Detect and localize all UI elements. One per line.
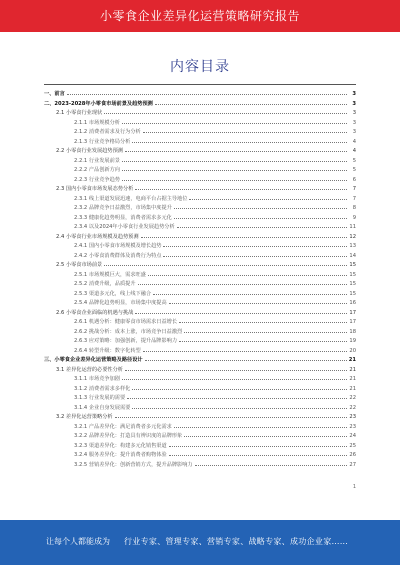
toc-dot-leader [169,455,347,456]
toc-entry-title: 2.6.2 挑战分析：成本上涨，市场竞争日益激烈 [74,328,183,335]
toc-entry-page: 3 [352,91,356,97]
toc-dot-leader [125,151,347,152]
toc-entry-title: 2.5.1 市场规模巨大，需求旺盛 [74,271,146,278]
toc-dot-leader [122,170,347,171]
toc-dot-leader [122,161,347,162]
toc-entry-title: 2.1.1 市场规模分析 [74,119,120,126]
toc-section-entry[interactable] [44,411,356,420]
toc-section-entry[interactable] [44,107,356,116]
toc-entry-page: 4 [352,138,356,145]
toc-entry-title: 2.6.4 转型升级：数字化转型 [74,347,141,354]
toc-entry-title: 2.5.3 渠道多元化，线上线下融合 [74,290,152,297]
toc-entry-page: 21 [349,385,356,392]
toc-entry-page: 5 [352,157,356,164]
toc-entry-title: 2.1.2 消费者需求及行为分析 [74,129,141,135]
toc-dot-leader [132,389,347,390]
toc-dot-leader [179,341,347,342]
toc-entry-page: 15 [349,281,356,287]
toc-dot-leader [163,246,347,247]
toc-entry-title: 3.1 差异化运营的必要性分析 [56,366,123,373]
toc-subsection-entry[interactable] [44,326,356,335]
toc-entry-page: 15 [349,262,356,268]
toc-entry-page: 27 [349,461,356,468]
toc-entry-title: 2.5 小零食市场前景 [56,262,103,268]
toc-entry-page: 12 [349,233,356,240]
toc-entry-title: 2.4.1 国内小零食市场规模及增长趋势 [74,243,162,249]
toc-entry-title: 2.3.2 品牌竞争日益激烈，市场集中度提升 [74,205,172,211]
toc-section-entry[interactable] [44,145,356,154]
toc-entry-page: 5 [352,167,356,173]
toc-entry-page: 3 [352,119,356,126]
toc-subsection-entry[interactable] [44,193,356,202]
toc-dot-leader [132,142,347,143]
toc-dot-leader [67,94,347,95]
toc-subsection-entry[interactable] [44,164,356,173]
toc-dot-leader [155,104,347,105]
toc-entry-title: 3.2.3 渠道差异化：构建多元化销售渠道 [74,442,167,449]
toc-subsection-entry[interactable] [44,345,356,354]
toc-entry-title: 3.1.2 消费者需求多样化 [74,385,131,392]
toc-dot-leader [174,427,347,428]
toc-subsection-entry[interactable] [44,449,356,458]
toc-entry-page: 21 [348,357,356,363]
toc-entry-page: 15 [349,271,356,278]
toc-entry-title: 2.3.1 线上渠道发展迅速，电商平台占据主导地位 [74,195,188,202]
toc-entry-title: 2.5.4 品牌化趋势明显，市场集中度提高 [74,300,167,306]
toc-subsection-entry[interactable] [44,174,356,183]
toc-subsection-entry[interactable] [44,316,356,325]
toc-entry-page: 16 [349,300,356,306]
toc-dot-leader [141,237,347,238]
toc-subsection-entry[interactable] [44,117,356,126]
toc-entry-title: 2.2.1 行业发展前景 [74,157,120,164]
toc-dot-leader [138,284,347,285]
footer-lead-text: 让每个人都能成为 [46,537,110,546]
toc-entry-page: 6 [352,176,356,183]
toc-entry-page: 3 [352,100,356,107]
toc-entry-page: 23 [349,414,356,420]
toc-dot-leader [132,408,347,409]
toc-subsection-entry[interactable] [44,126,356,135]
toc-subsection-entry[interactable] [44,373,356,382]
toc-subsection-entry[interactable] [44,155,356,164]
toc-entry-title: 3.2.2 品牌差异化：打造具有辨识度的品牌形象 [74,433,183,439]
toc-entry-title: 3.2.1 产品差异化：满足消费者多元化需求 [74,423,172,430]
toc-dot-leader [153,294,347,295]
toc-dot-leader [122,379,347,380]
toc-dot-leader [135,313,347,314]
toc-entry-title: 2.4 小零食行业市场规模及趋势预测 [56,233,139,240]
toc-entry-title: 2.4.2 小零食消费群体及消费行为特点 [74,252,162,259]
toc-entry-page: 3 [352,110,356,116]
toc-entry-page: 21 [349,376,356,382]
toc-entry-page: 24 [349,433,356,439]
toc-subsection-entry[interactable] [44,421,356,430]
toc-dot-leader [179,322,347,323]
toc-entry-title: 2.3.3 健康化趋势明显，消费者需求多元化 [74,214,172,221]
toc-entry-page: 18 [349,328,356,335]
toc-entry-page: 17 [349,319,356,325]
toc-entry-page: 3 [352,129,356,135]
toc-entry-title: 3.1.1 市场竞争加剧 [74,376,120,382]
toc-subsection-entry[interactable] [44,221,356,230]
toc-entry-title: 2.5.2 消费升级，品质提升 [74,281,136,287]
toc-dot-leader [169,303,347,304]
toc-subsection-entry[interactable] [44,402,356,411]
toc-section-entry[interactable] [44,307,356,316]
toc-dot-leader [177,227,347,228]
toc-entry-title: 2.1.3 行业竞争格局分析 [74,138,131,145]
toc-entry-page: 11 [349,224,356,230]
toc-subsection-entry[interactable] [44,392,356,401]
toc-subsection-entry[interactable] [44,136,356,145]
toc-entry-title: 2.6.3 应对策略：加强创新，提升品牌影响力 [74,338,178,344]
toc-subsection-entry[interactable] [44,430,356,439]
toc-entry-page: 8 [352,205,356,211]
toc-subsection-entry[interactable] [44,335,356,344]
toc-dot-leader [145,360,347,361]
toc-section-entry[interactable] [44,259,356,268]
toc-entry-page: 22 [349,395,356,401]
toc-entry-page: 15 [349,290,356,297]
toc-dot-leader [122,180,347,181]
toc-dot-leader [184,332,347,333]
toc-dot-leader [125,370,347,371]
toc-subsection-entry[interactable] [44,269,356,278]
toc-dot-leader [195,465,347,466]
toc-section-entry[interactable] [44,364,356,373]
toc-dot-leader [184,436,347,437]
toc-entry-page: 4 [352,148,356,154]
toc-entry-page: 25 [349,442,356,449]
toc-entry-page: 7 [352,195,356,202]
toc-subsection-entry[interactable] [44,440,356,449]
toc-subsection-entry[interactable] [44,459,356,468]
toc-entry-title: 2.2 小零食行业发展趋势预测 [56,148,123,154]
toc-dot-leader [143,132,347,133]
toc-heading: 内容目录 [170,59,230,75]
toc-entry-title: 2.6.1 机遇分析：健康零食市场需求日益增长 [74,319,178,325]
toc-divider [44,84,356,85]
toc-entry-title: 3.1.4 企业自身发展需要 [74,404,131,411]
toc-subsection-entry[interactable] [44,297,356,306]
toc-subsection-entry[interactable] [44,240,356,249]
toc-dot-leader [127,398,347,399]
toc-dot-leader [122,123,347,124]
toc-entry-page: 17 [349,309,356,316]
toc-subsection-entry[interactable] [44,212,356,221]
toc-entry-page: 21 [349,366,356,373]
toc-chapter-entry[interactable] [44,88,356,97]
toc-dot-leader [104,113,347,114]
toc-section-entry[interactable] [44,183,356,192]
toc-entry-page: 22 [349,404,356,411]
toc-subsection-entry[interactable] [44,202,356,211]
toc-dot-leader [143,351,347,352]
toc-subsection-entry[interactable] [44,250,356,259]
toc-entry-title: 2.3 国内小零食市场发展态势分析 [56,186,134,192]
page-number: 1 [352,484,356,490]
toc-entry-title: 二、2023-2028年小零食市场前景及趋势预测 [44,100,153,107]
toc-subsection-entry[interactable] [44,278,356,287]
toc-entry-title: 3.2.5 营销差异化：创新营销方式，提升品牌影响力 [74,461,193,468]
toc-entry-page: 9 [352,214,356,221]
toc-entry-title: 2.2.3 行业竞争趋势 [74,176,120,183]
toc-dot-leader [115,417,347,418]
toc-dot-leader [135,189,347,190]
toc-section-entry[interactable] [44,231,356,240]
toc-entry-title: 3.2.4 服务差异化：提升消费者购物体验 [74,452,167,458]
toc-subsection-entry[interactable] [44,288,356,297]
toc-dot-leader [174,208,347,209]
toc-dot-leader [174,218,347,219]
toc-dot-leader [163,256,347,257]
toc-entry-title: 3.2 差异化运营策略分析 [56,414,113,420]
toc-entry-page: 14 [349,252,356,259]
toc-entry-page: 23 [349,423,356,430]
toc-dot-leader [189,199,347,200]
document-title: 小零食企业差异化运营策略研究报告 [99,9,300,23]
toc-entry-title: 2.1 小零食行业现状 [56,110,103,116]
toc-entry-title: 2.2.2 产品创新方向 [74,167,120,173]
toc-entry-page: 19 [349,338,356,344]
toc-entry-title: 三、小零食企业差异化运营策略及路径设计 [44,357,143,363]
toc-dot-leader [148,275,347,276]
toc-entry-title: 3.1.3 行业发展的需要 [74,395,126,401]
toc-entry-page: 26 [349,452,356,458]
toc-entry-title: 2.6 小零食企业面临的机遇与挑战 [56,309,134,316]
toc-entry-page: 13 [349,243,356,249]
toc-subsection-entry[interactable] [44,383,356,392]
toc-dot-leader [169,446,347,447]
footer-roles-text: 行业专家、管理专家、营销专家、战略专家、成功企业家…… [124,537,349,546]
toc-dot-leader [104,265,347,266]
toc-entry-title: 2.3.4 以及2024年小零食行业发展趋势分析 [74,224,175,230]
toc-chapter-entry[interactable] [44,98,356,107]
toc-entry-page: 7 [352,186,356,192]
toc-entry-title: 一、前言 [44,91,65,97]
toc-chapter-entry[interactable] [44,354,356,363]
toc-entry-page: 20 [349,347,356,354]
